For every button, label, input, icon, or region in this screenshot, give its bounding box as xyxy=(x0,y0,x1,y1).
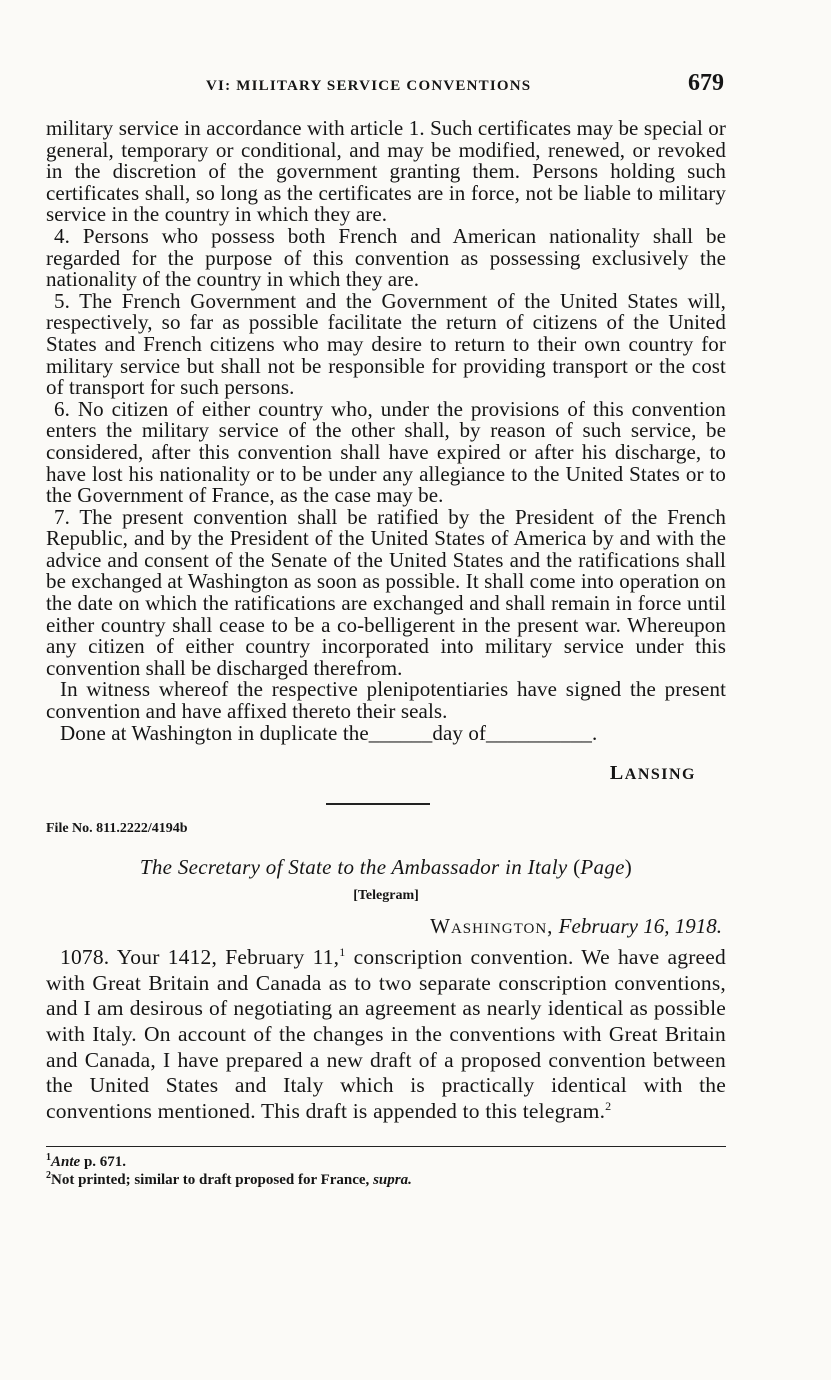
footnote-ref-1: 1 xyxy=(339,945,346,960)
section-separator xyxy=(326,803,430,805)
document-heading xyxy=(46,855,726,880)
heading-title: The Secretary of State to the Ambassador in Italy xyxy=(139,855,568,880)
dateline-date: February 16, 1918. xyxy=(558,914,722,939)
telegram-text-part2: conscription convention. We have agreed with Great Britain and Canada as to two separate conscription conventions, and I am desirous of negotiating an agreement as nearly identical as possible with Italy. On account of the changes in the conventions with Great Britain and Canada, I have prepared a new draft of a proposed convention between the United States and Italy which is practically identical with the conventions mentioned. This draft is appended to this telegram. xyxy=(46,945,726,1123)
running-title: VI: MILITARY SERVICE CONVENTIONS xyxy=(206,78,532,94)
footnote-1-marker: 1 xyxy=(46,1152,51,1164)
running-head xyxy=(46,70,726,110)
signature-initial: L xyxy=(609,762,625,785)
footnote-1-italic: Ante xyxy=(51,1154,81,1171)
paragraph-done-at: Done at Washington in duplicate the______day of__________. xyxy=(60,720,598,745)
convention-text xyxy=(46,118,726,744)
telegram-label: [Telegram] xyxy=(353,888,419,904)
telegram-paragraph xyxy=(46,945,726,1124)
paragraph-continued: military service in accordance with article 1. Such certificates may be special or general, temporary or conditional, and may be modified, renewed, or revoked in the discretion of the government granting them. Persons holding such certificates shall, so long as the certificates are in force, not be liable to military service in the country in which they are. xyxy=(46,116,726,227)
footnote-rule xyxy=(46,1146,726,1147)
signature-lansing xyxy=(46,762,696,785)
footnote-1 xyxy=(46,1153,726,1171)
paragraph-witness: In witness whereof the respective plenipotentiaries have signed the present convention and have affixed thereto their seals. xyxy=(46,677,726,724)
footnote-2-marker: 2 xyxy=(46,1170,51,1182)
footnote-1-text: p. 671. xyxy=(80,1154,127,1171)
dateline xyxy=(46,914,722,939)
footnote-2-text: Not printed; similar to draft proposed for France, xyxy=(51,1172,374,1189)
heading-paren-open: ( xyxy=(573,855,581,880)
footnote-2-italic: supra. xyxy=(373,1172,412,1189)
paragraph-article-7: 7. The present convention shall be ratified by the President of the French Republic, and by the President of the United States of America by and with the advice and consent of the Senate of the United States and the ratifications shall be exchanged at Washington as soon as possible. It shall come into operation on the date on which the ratifications are exchanged and shall remain in force until either country shall cease to be a co-belligerent in the present war. Whereupon any citizen of either country incorporated into military service under this convention shall be discharged therefrom. xyxy=(46,504,727,680)
page-number: 679 xyxy=(688,70,724,96)
heading-paren-close: ) xyxy=(624,855,633,880)
paragraph-article-6: 6. No citizen of either country who, under the provisions of this convention enters the military service of the other shall, by reason of such service, be considered, after this convention shall have expired or after his discharge, to have lost his nationality or to be under any allegiance to the United States or to the Government of France, as the case may be. xyxy=(46,396,726,508)
footnotes xyxy=(46,1153,726,1189)
footnote-ref-2: 2 xyxy=(605,1098,612,1113)
paragraph-article-5: 5. The French Government and the Government of the United States will, respectively, so far as possible facilitate the return of citizens of the United States and French citizens who may desire to return to their own country for military service but shall not be responsible for providing transport or the cost of transport for such persons. xyxy=(46,288,726,400)
telegram-text-part1: 1078. Your 1412, February 11, xyxy=(60,945,340,970)
paragraph-article-4: 4. Persons who possess both French and American nationality shall be regarded for the purpose of this convention as possessing exclusively the nationality of the country in which they are. xyxy=(46,223,726,292)
footnote-2 xyxy=(46,1171,726,1189)
dateline-city: Washington, xyxy=(430,914,554,939)
heading-name: Page xyxy=(580,855,625,880)
signature-rest: ANSING xyxy=(624,766,696,784)
document-page xyxy=(46,70,726,1189)
file-number: File No. 811.2222/4194b xyxy=(46,821,188,837)
telegram-body xyxy=(46,945,726,1124)
